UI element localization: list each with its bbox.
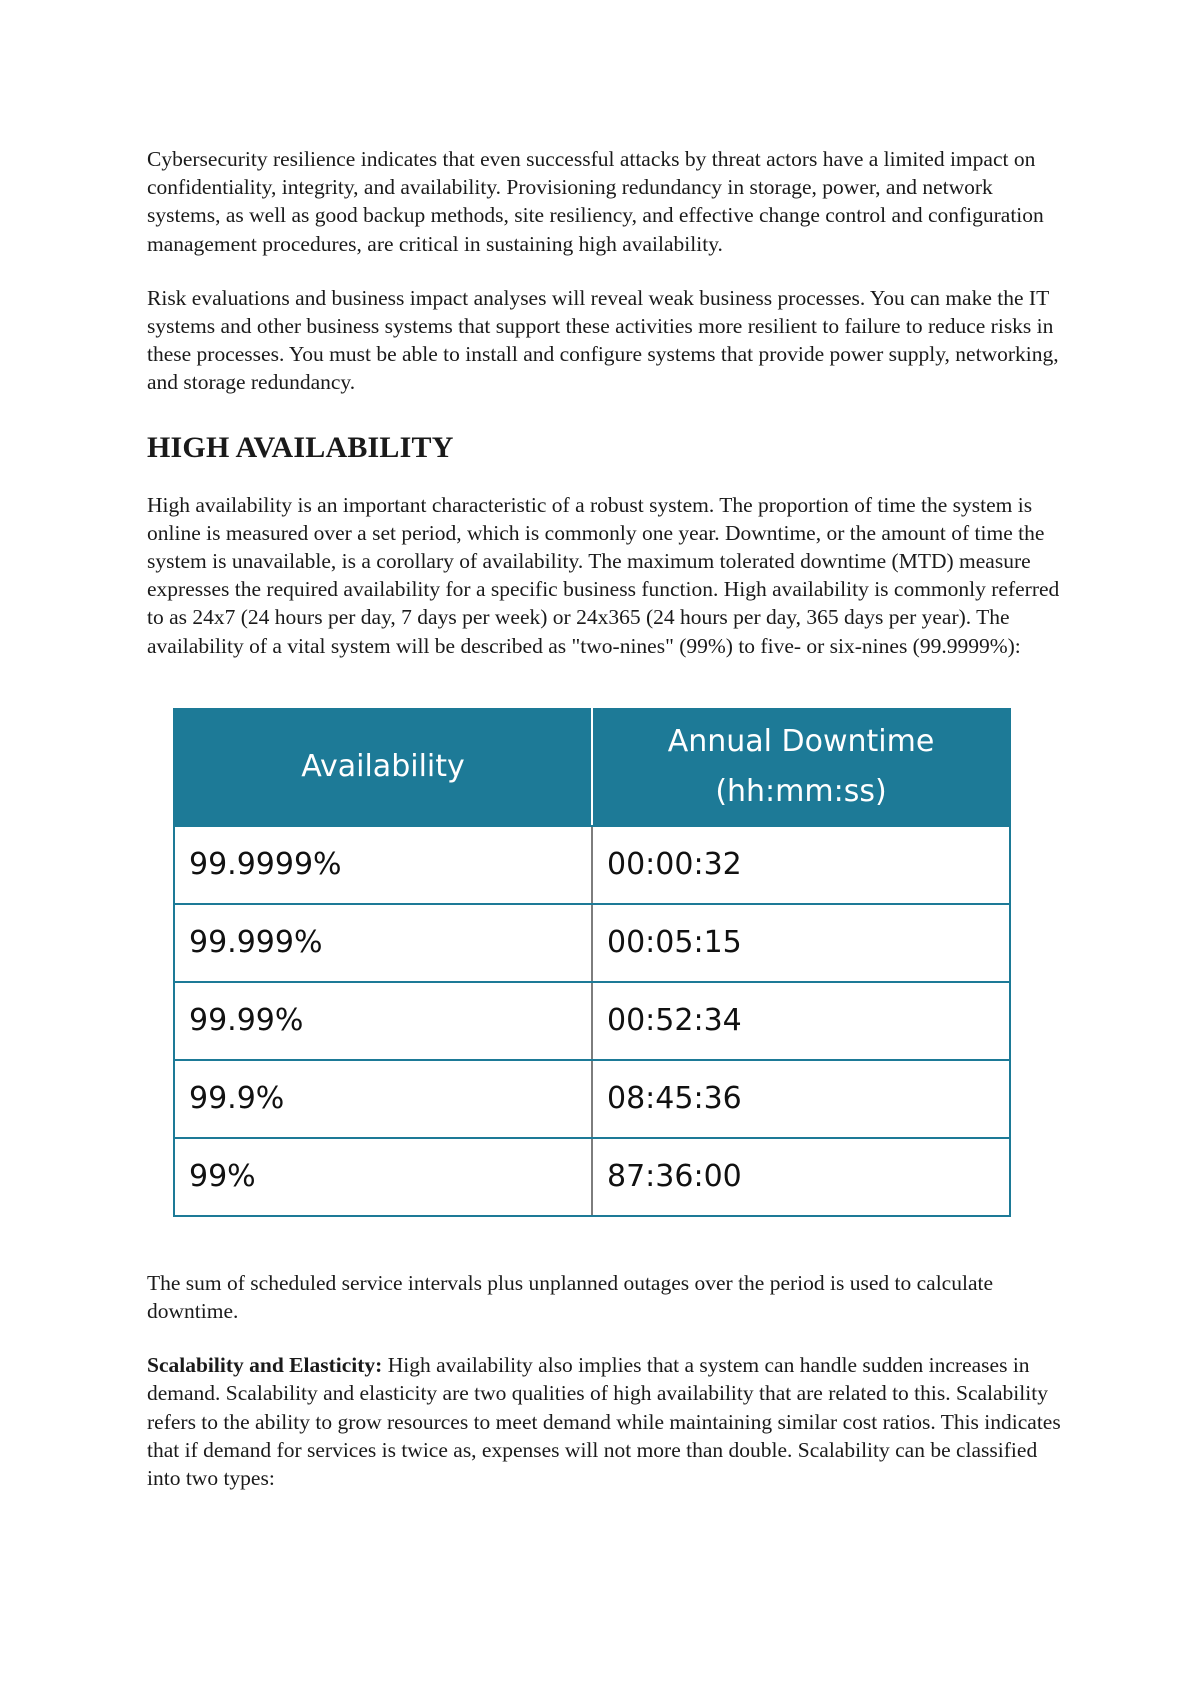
availability-cell: 99.9999% — [174, 826, 592, 904]
table-row — [174, 982, 1010, 1060]
document-page — [147, 145, 1067, 1518]
downtime-cell: 08:45:36 — [592, 1060, 1010, 1138]
intro-paragraph-2: Risk evaluations and business impact analyses will reveal weak business processes. You can make the IT systems and other business systems that support these activities more resilient to failure to reduce risks in these processes. You must be able to install and configure systems that provide power supply, networking, and storage redundancy. — [147, 285, 1059, 395]
header-downtime-label: Annual Downtime — [667, 724, 935, 760]
availability-table-wrapper — [173, 708, 1011, 1217]
availability-cell: 99.999% — [174, 904, 592, 982]
availability-table — [173, 708, 1011, 1217]
table-row — [174, 1138, 1010, 1216]
downtime-cell: 00:05:15 — [592, 904, 1010, 982]
section-heading: HIGH AVAILABILITY — [147, 430, 454, 464]
outro-paragraph-1: The sum of scheduled service intervals plus unplanned outages over the period is used to calculate downtime. — [147, 1270, 994, 1324]
scalability-body: High availability also implies that a system can handle sudden increases in demand. Scalability and elasticity are two qualities of high availability that are related to this. Scalability refers to the ability to grow resources to meet demand while maintaining similar cost ratios. This indicates that if demand for services is twice as, expenses will not more than double. Scalability can be classified into two types: — [147, 1353, 1061, 1491]
downtime-cell: 00:00:32 — [592, 826, 1010, 904]
availability-cell: 99% — [174, 1138, 592, 1216]
downtime-cell: 00:52:34 — [592, 982, 1010, 1060]
downtime-cell: 87:36:00 — [592, 1138, 1010, 1216]
section-paragraph-1: High availability is an important characteristic of a robust system. The proportion of time the system is online is measured over a set period, which is commonly one year. Downtime, or the amount of time the system is unavailable, is a corollary of availability. The maximum tolerated downtime (MTD) measure expresses the required availability for a specific business function. High availability is commonly referred to as 24x7 (24 hours per day, 7 days per week) or 24x365 (24 hours per day, 365 days per year). The availability of a vital system will be described as "two-nines" (99%) to five- or six-nines (99.9999%): — [147, 492, 1060, 658]
header-annual-downtime — [592, 709, 1010, 826]
header-availability — [174, 709, 592, 826]
scalability-lead: Scalability and Elasticity: — [147, 1353, 383, 1378]
availability-cell: 99.9% — [174, 1060, 592, 1138]
outro-paragraph-2 — [147, 1351, 1067, 1492]
table-row — [174, 904, 1010, 982]
header-downtime-unit: (hh:mm:ss) — [715, 774, 887, 810]
table-header-row — [174, 709, 1010, 826]
table-row — [174, 826, 1010, 904]
table-row — [174, 1060, 1010, 1138]
header-availability-label: Availability — [301, 749, 465, 785]
intro-paragraph-1: Cybersecurity resilience indicates that even successful attacks by threat actors have a limited impact on confidentiality, integrity, and availability. Provisioning redundancy in storage, power, and network systems, as well as good backup methods, site resiliency, and effective change control and configuration management procedures, are critical in sustaining high availability. — [147, 147, 1044, 256]
availability-cell: 99.99% — [174, 982, 592, 1060]
